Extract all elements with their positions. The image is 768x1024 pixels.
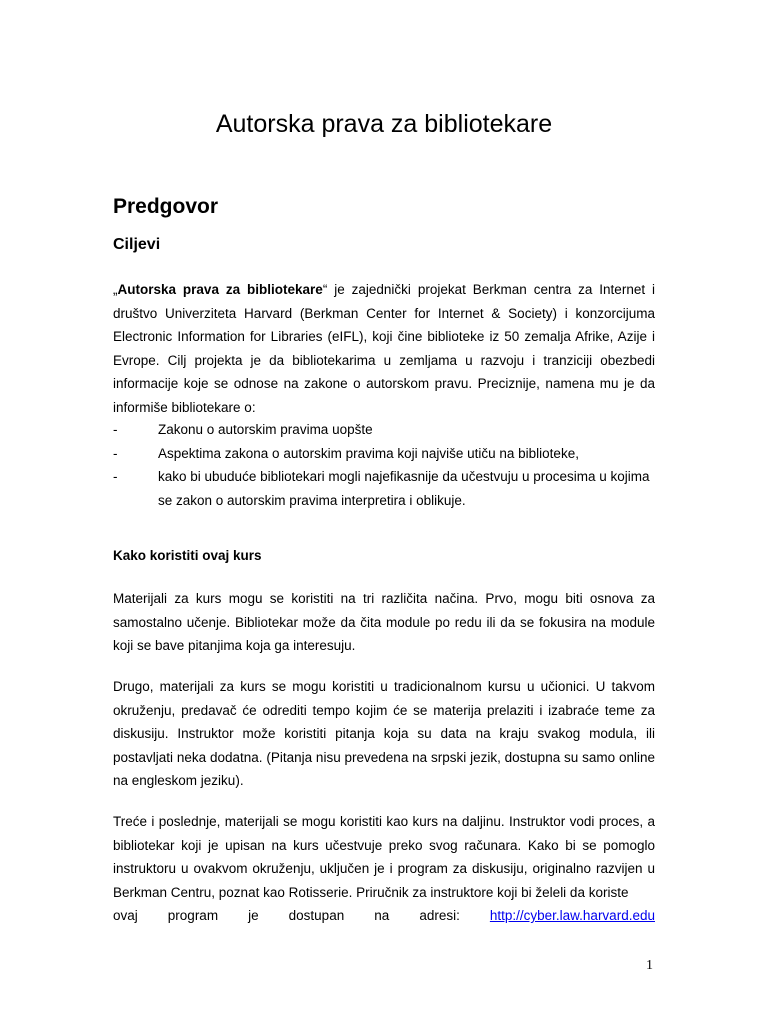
paragraph-3	[113, 810, 655, 928]
paragraph-2: Drugo, materijali za kurs se mogu koristiti u tradicionalnom kursu u učionici. U takvom okruženju, predavač će odrediti tempo kojim će se materija prelaziti i izabraće teme za diskusiju. Instruktor može koristiti pitanja koja su data na kraju svakog modula, ili postavljati neka dodatna. (Pitanja nisu prevedena na srpski jezik, dostupna su samo online na engleskom jeziku).	[113, 679, 655, 788]
word: ovaj	[113, 908, 138, 923]
list-item-text: Zakonu o autorskim pravima uopšte	[158, 422, 373, 437]
word: je	[248, 908, 259, 923]
paragraph-3-last-line	[113, 904, 655, 928]
word: program	[167, 908, 219, 923]
word: adresi:	[419, 908, 460, 923]
list-dash: -	[113, 445, 118, 461]
list-dash: -	[113, 469, 118, 484]
intro-open-quote: „	[113, 282, 118, 297]
list-item	[113, 442, 655, 466]
list-item	[113, 465, 655, 512]
intro-paragraph	[113, 278, 655, 419]
paragraph-1: Materijali za kurs mogu se koristiti na tri različita načina. Prvo, mogu biti osnova za samostalno učenje. Bibliotekar može da čita module po redu ili da se fokusira na module koji se bave pitanjima koja ga interesuju.	[113, 591, 655, 653]
list-dash: -	[113, 422, 118, 437]
list-item-text: Aspektima zakona o autorskim pravima koji najviše utiču na biblioteke,	[158, 445, 579, 461]
intro-rest: “ je zajednički projekat Berkman centra za Internet i društvo Univerziteta Harvard (Berkman Center for Internet & Society) i konzorcijuma Electronic Information for Libraries (eIFL), koji čine biblioteke iz 50 zemalja Afrike, Azije i Evrope. Cilj projekta je da bibliotekarima u zemljama u razvoju i tranziciji obezbedi informacije koje se odnose na zakone o autorskom pravu. Preciznije, namena mu je da informiše bibliotekare o:	[113, 282, 655, 415]
page-number: 1	[646, 958, 653, 973]
word: na	[374, 908, 390, 923]
paragraph-3-text: Treće i poslednje, materijali se mogu koristiti kao kurs na daljinu. Instruktor vodi proces, a bibliotekar koji je upisan na kurs učestvuje preko svog računara. Kako bi se pomoglo instruktoru u ovakvom okruženju, uključen je i program za diskusiju, originalno razvijen u Berkman Centru, poznat kao Rotisserie. Priručnik za instruktore koji bi želeli da koriste	[113, 814, 655, 900]
list-item	[113, 418, 655, 442]
document-title: Autorska prava za bibliotekare	[215, 110, 553, 138]
heading-goals: Ciljevi	[113, 236, 161, 253]
goals-list	[113, 418, 655, 512]
list-item-text: kako bi ubuduće bibliotekari mogli najefikasnije da učestvuju u procesima u kojima se zakon o autorskim pravima interpretira i oblikuje.	[158, 469, 650, 508]
heading-howto: Kako koristiti ovaj kurs	[113, 548, 262, 563]
intro-bold-name: Autorska prava za bibliotekare	[117, 282, 323, 297]
heading-preface: Predgovor	[113, 195, 219, 218]
word: dostupan	[288, 908, 345, 923]
harvard-link[interactable]: http://cyber.law.harvard.edu	[489, 908, 655, 923]
